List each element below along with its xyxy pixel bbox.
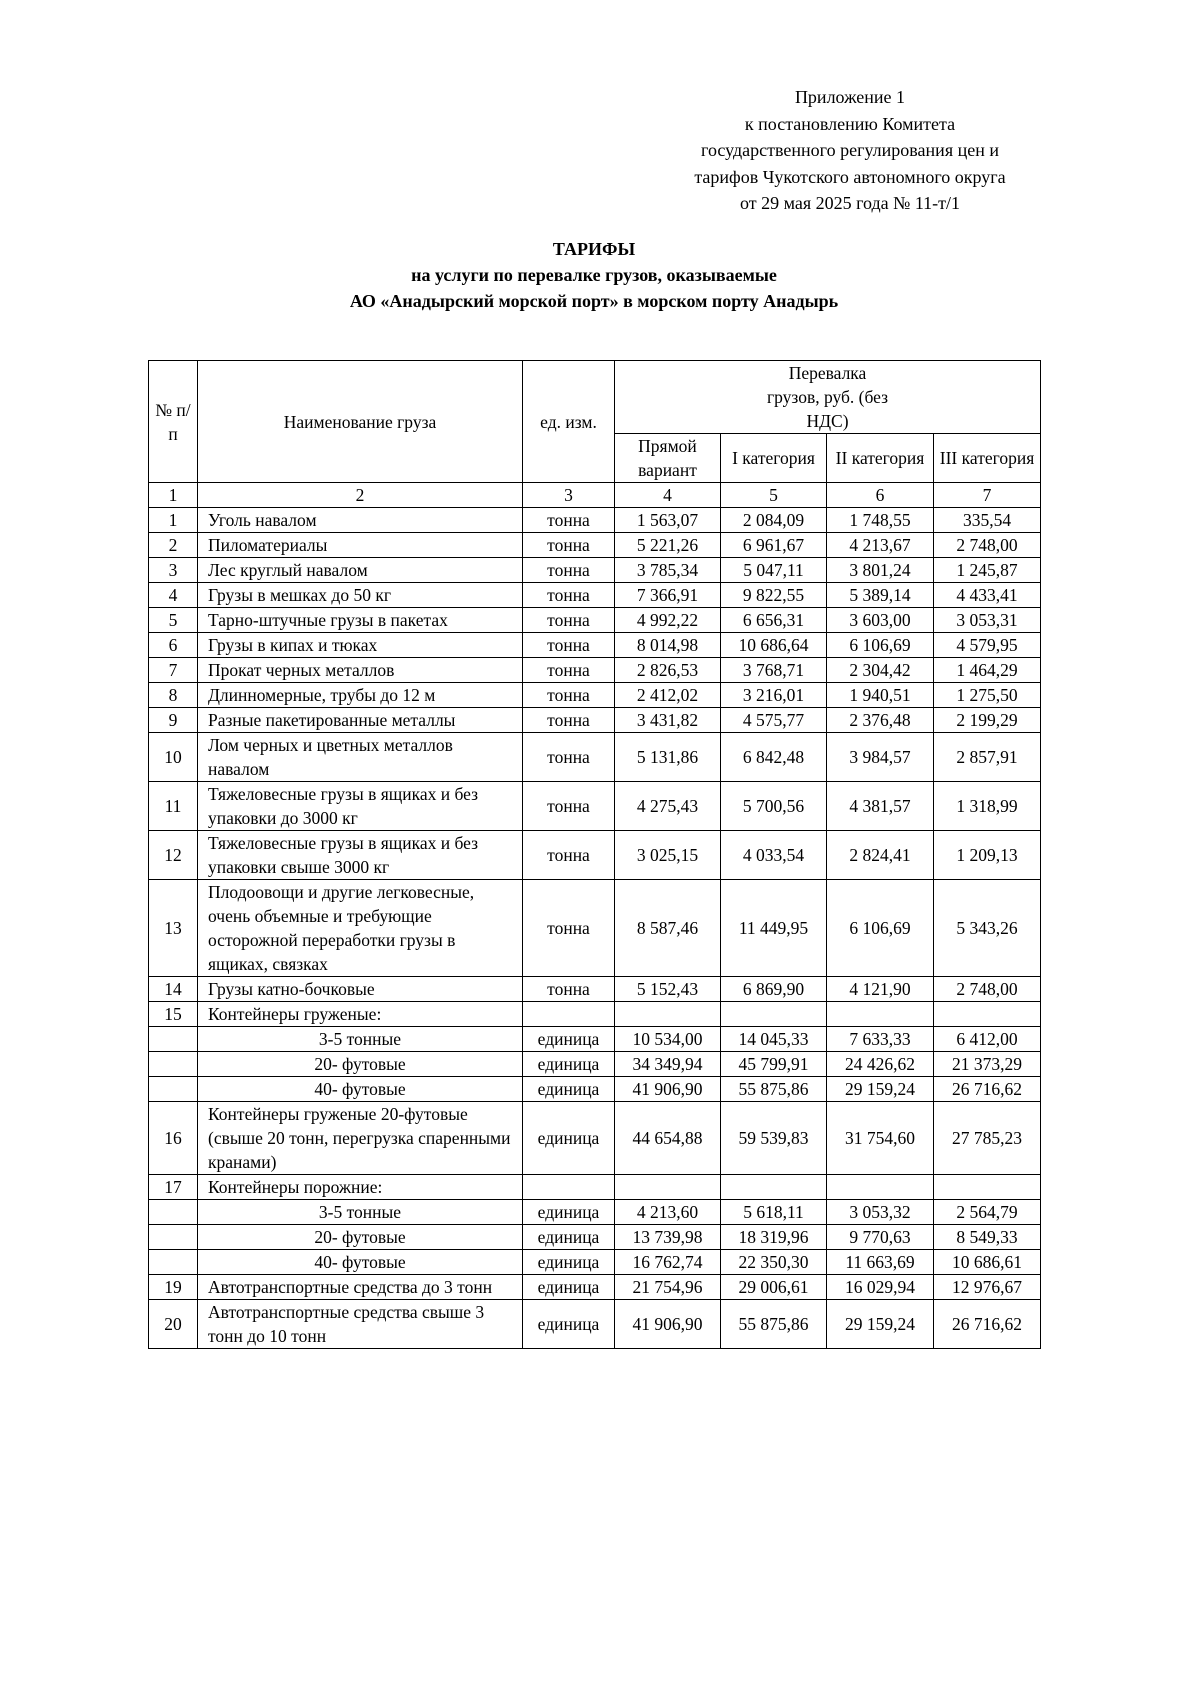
table-row [149,508,1041,533]
appendix-line: от 29 мая 2025 года № 11-т/1 [739,193,961,213]
tariff-value: 29 006,61 [721,1275,827,1300]
appendix-line: тарифов Чукотского автономного округа [694,166,1006,187]
title-line: АО «Анадырский морской порт» в морском порту Анадырь [349,291,839,311]
row-number [149,1077,198,1102]
tariff-value: 6 412,00 [934,1027,1041,1052]
tariff-value: 5 047,11 [721,558,827,583]
unit: единица [523,1102,615,1175]
tariff-value: 6 106,69 [827,880,934,977]
unit: тонна [523,831,615,880]
header-col-cat2: II категория [827,434,934,483]
table-row [149,708,1041,733]
tariff-value: 45 799,91 [721,1052,827,1077]
tariff-value: 6 842,48 [721,733,827,782]
row-number: 10 [149,733,198,782]
cargo-name: 40- футовые [198,1250,523,1275]
tariff-value: 22 350,30 [721,1250,827,1275]
tariff-value: 12 976,67 [934,1275,1041,1300]
row-number: 20 [149,1300,198,1349]
cargo-name: Длинномерные, трубы до 12 м [198,683,523,708]
tariff-value: 27 785,23 [934,1102,1041,1175]
unit: тонна [523,733,615,782]
tariff-value: 1 563,07 [615,508,721,533]
unit: тонна [523,977,615,1002]
unit: тонна [523,583,615,608]
tariff-table [148,360,1041,1349]
tariff-value: 26 716,62 [934,1077,1041,1102]
tariff-value: 9 822,55 [721,583,827,608]
tariff-value [721,1175,827,1200]
row-number: 14 [149,977,198,1002]
unit: единица [523,1027,615,1052]
tariff-value: 5 131,86 [615,733,721,782]
tariff-value: 1 275,50 [934,683,1041,708]
tariff-value: 3 053,31 [934,608,1041,633]
table-row [149,633,1041,658]
tariff-value: 3 025,15 [615,831,721,880]
table-row [149,683,1041,708]
tariff-value [721,1002,827,1027]
tariff-value: 21 373,29 [934,1052,1041,1077]
tariff-value: 34 349,94 [615,1052,721,1077]
unit: единица [523,1225,615,1250]
tariff-value: 4 575,77 [721,708,827,733]
table-row [149,977,1041,1002]
table-row [149,558,1041,583]
row-number [149,1250,198,1275]
unit: единица [523,1250,615,1275]
unit [523,1175,615,1200]
column-number: 1 [149,483,198,508]
row-number: 6 [149,633,198,658]
table-row [149,733,1041,782]
cargo-name: Контейнеры груженые: [198,1002,523,1027]
cargo-name: Автотранспортные средства до 3 тонн [198,1275,523,1300]
unit: тонна [523,533,615,558]
tariff-value: 1 464,29 [934,658,1041,683]
row-number [149,1052,198,1077]
tariff-value: 2 564,79 [934,1200,1041,1225]
unit: тонна [523,683,615,708]
cargo-name: Грузы в мешках до 50 кг [198,583,523,608]
unit: тонна [523,633,615,658]
tariff-value: 4 033,54 [721,831,827,880]
tariff-value: 4 275,43 [615,782,721,831]
cargo-name: Тяжеловесные грузы в ящиках и без упаковки свыше 3000 кг [198,831,523,880]
tariff-value: 6 656,31 [721,608,827,633]
cargo-name: Тяжеловесные грузы в ящиках и без упаковки до 3000 кг [198,782,523,831]
tariff-value: 5 389,14 [827,583,934,608]
tariff-value: 2 304,42 [827,658,934,683]
tariff-value: 5 700,56 [721,782,827,831]
tariff-value: 2 199,29 [934,708,1041,733]
column-number: 5 [721,483,827,508]
tariff-value: 55 875,86 [721,1300,827,1349]
header-number: № п/п [149,361,198,483]
tariff-value: 2 376,48 [827,708,934,733]
cargo-name: Лом черных и цветных металлов навалом [198,733,523,782]
tariff-value: 1 748,55 [827,508,934,533]
tariff-value: 3 801,24 [827,558,934,583]
header-col-cat1: I категория [721,434,827,483]
table-row [149,1175,1041,1200]
cargo-name: Уголь навалом [198,508,523,533]
tariff-value: 8 014,98 [615,633,721,658]
tariff-value: 7 633,33 [827,1027,934,1052]
unit: тонна [523,708,615,733]
tariff-value: 44 654,88 [615,1102,721,1175]
tariff-value: 10 534,00 [615,1027,721,1052]
table-row [149,1077,1041,1102]
unit: тонна [523,880,615,977]
tariff-value [615,1175,721,1200]
cargo-name: Прокат черных металлов [198,658,523,683]
table-row [149,1027,1041,1052]
row-number: 4 [149,583,198,608]
unit: тонна [523,508,615,533]
header-col-cat3: III категория [934,434,1041,483]
tariff-value: 3 603,00 [827,608,934,633]
tariff-value: 7 366,91 [615,583,721,608]
appendix-header [640,84,1060,217]
row-number: 3 [149,558,198,583]
cargo-name: Контейнеры порожние: [198,1175,523,1200]
tariff-value: 29 159,24 [827,1077,934,1102]
column-number: 3 [523,483,615,508]
table-row [149,658,1041,683]
row-number: 19 [149,1275,198,1300]
row-number: 5 [149,608,198,633]
tariff-value: 2 824,41 [827,831,934,880]
unit: тонна [523,608,615,633]
unit: единица [523,1300,615,1349]
tariff-value: 6 106,69 [827,633,934,658]
tariff-value: 4 381,57 [827,782,934,831]
tariff-value: 21 754,96 [615,1275,721,1300]
tariff-value: 24 426,62 [827,1052,934,1077]
tariff-value: 3 216,01 [721,683,827,708]
tariff-value: 3 984,57 [827,733,934,782]
column-number: 7 [934,483,1041,508]
cargo-name: Грузы в кипах и тюках [198,633,523,658]
row-number: 17 [149,1175,198,1200]
tariff-value: 2 084,09 [721,508,827,533]
row-number: 8 [149,683,198,708]
row-number: 9 [149,708,198,733]
tariff-value: 4 213,67 [827,533,934,558]
cargo-name: 3-5 тонные [198,1200,523,1225]
cargo-name: Пиломатериалы [198,533,523,558]
row-number [149,1200,198,1225]
tariff-value: 9 770,63 [827,1225,934,1250]
tariff-value: 10 686,64 [721,633,827,658]
table-row [149,1200,1041,1225]
tariff-value: 4 213,60 [615,1200,721,1225]
cargo-name: Тарно-штучные грузы в пакетах [198,608,523,633]
cargo-name: 3-5 тонные [198,1027,523,1052]
tariff-value: 18 319,96 [721,1225,827,1250]
appendix-line: государственного регулирования цен и [701,140,999,160]
row-number: 15 [149,1002,198,1027]
tariff-value: 6 869,90 [721,977,827,1002]
document-title [148,236,1040,314]
unit: единица [523,1052,615,1077]
column-number: 4 [615,483,721,508]
cargo-name: 40- футовые [198,1077,523,1102]
tariff-value: 31 754,60 [827,1102,934,1175]
tariff-value: 11 663,69 [827,1250,934,1275]
table-row [149,1102,1041,1175]
cargo-name: Грузы катно-бочковые [198,977,523,1002]
tariff-value: 59 539,83 [721,1102,827,1175]
tariff-value: 11 449,95 [721,880,827,977]
tariff-value: 13 739,98 [615,1225,721,1250]
tariff-value [827,1175,934,1200]
tariff-value [615,1002,721,1027]
table-row [149,1002,1041,1027]
cargo-name: Автотранспортные средства свыше 3 тонн до 10 тонн [198,1300,523,1349]
tariff-value: 41 906,90 [615,1077,721,1102]
tariff-value: 1 940,51 [827,683,934,708]
tariff-value: 55 875,86 [721,1077,827,1102]
row-number: 13 [149,880,198,977]
unit: единица [523,1077,615,1102]
tariff-value: 335,54 [934,508,1041,533]
header-col-direct: Прямой вариант [615,434,721,483]
tariff-value: 4 579,95 [934,633,1041,658]
unit: тонна [523,558,615,583]
table-row [149,831,1041,880]
table-row [149,608,1041,633]
title-line: на услуги по перевалке грузов, оказываемые [411,265,777,285]
tariff-value: 5 618,11 [721,1200,827,1225]
tariff-value: 16 762,74 [615,1250,721,1275]
unit: тонна [523,658,615,683]
table-row [149,1300,1041,1349]
unit [523,1002,615,1027]
cargo-name: Плодоовощи и другие легковесные, очень объемные и требующие осторожной переработки грузы в ящиках, связках [198,880,523,977]
tariff-value [934,1002,1041,1027]
tariff-value: 6 961,67 [721,533,827,558]
row-number [149,1027,198,1052]
row-number: 7 [149,658,198,683]
tariff-value [934,1175,1041,1200]
tariff-value: 1 245,87 [934,558,1041,583]
row-number: 1 [149,508,198,533]
header-group: Перевалка грузов, руб. (без НДС) [615,361,1041,434]
tariff-value: 5 343,26 [934,880,1041,977]
header-unit: ед. изм. [523,361,615,483]
tariff-value [827,1002,934,1027]
tariff-value: 10 686,61 [934,1250,1041,1275]
tariff-value: 4 992,22 [615,608,721,633]
column-number: 2 [198,483,523,508]
unit: единица [523,1275,615,1300]
table-row [149,880,1041,977]
table-row [149,583,1041,608]
tariff-value: 2 748,00 [934,533,1041,558]
cargo-name: 20- футовые [198,1225,523,1250]
title-main: ТАРИФЫ [552,239,636,259]
table-row [149,1225,1041,1250]
table-row [149,1052,1041,1077]
tariff-value: 3 431,82 [615,708,721,733]
cargo-name: Контейнеры груженые 20-футовые (свыше 20 тонн, перегрузка спаренными кранами) [198,1102,523,1175]
tariff-value: 2 748,00 [934,977,1041,1002]
tariff-value: 2 412,02 [615,683,721,708]
tariff-value: 16 029,94 [827,1275,934,1300]
tariff-value: 4 433,41 [934,583,1041,608]
cargo-name: 20- футовые [198,1052,523,1077]
tariff-value: 3 785,34 [615,558,721,583]
row-number: 12 [149,831,198,880]
unit: единица [523,1200,615,1225]
row-number: 16 [149,1102,198,1175]
tariff-value: 8 587,46 [615,880,721,977]
tariff-value: 4 121,90 [827,977,934,1002]
table-row [149,1250,1041,1275]
tariff-value: 41 906,90 [615,1300,721,1349]
tariff-value: 2 826,53 [615,658,721,683]
tariff-value: 3 053,32 [827,1200,934,1225]
tariff-value: 8 549,33 [934,1225,1041,1250]
tariff-value: 3 768,71 [721,658,827,683]
cargo-name: Разные пакетированные металлы [198,708,523,733]
row-number: 11 [149,782,198,831]
unit: тонна [523,782,615,831]
table-row [149,533,1041,558]
tariff-value: 5 152,43 [615,977,721,1002]
table-row [149,782,1041,831]
appendix-line: Приложение 1 [794,87,906,107]
table-row [149,1275,1041,1300]
appendix-line: к постановлению Комитета [744,113,956,134]
tariff-value: 29 159,24 [827,1300,934,1349]
header-name: Наименование груза [198,361,523,483]
column-number: 6 [827,483,934,508]
row-number: 2 [149,533,198,558]
tariff-value: 5 221,26 [615,533,721,558]
cargo-name: Лес круглый навалом [198,558,523,583]
tariff-value: 14 045,33 [721,1027,827,1052]
tariff-value: 2 857,91 [934,733,1041,782]
tariff-value: 1 318,99 [934,782,1041,831]
tariff-value: 1 209,13 [934,831,1041,880]
row-number [149,1225,198,1250]
tariff-value: 26 716,62 [934,1300,1041,1349]
column-numbers-row [149,483,1041,508]
